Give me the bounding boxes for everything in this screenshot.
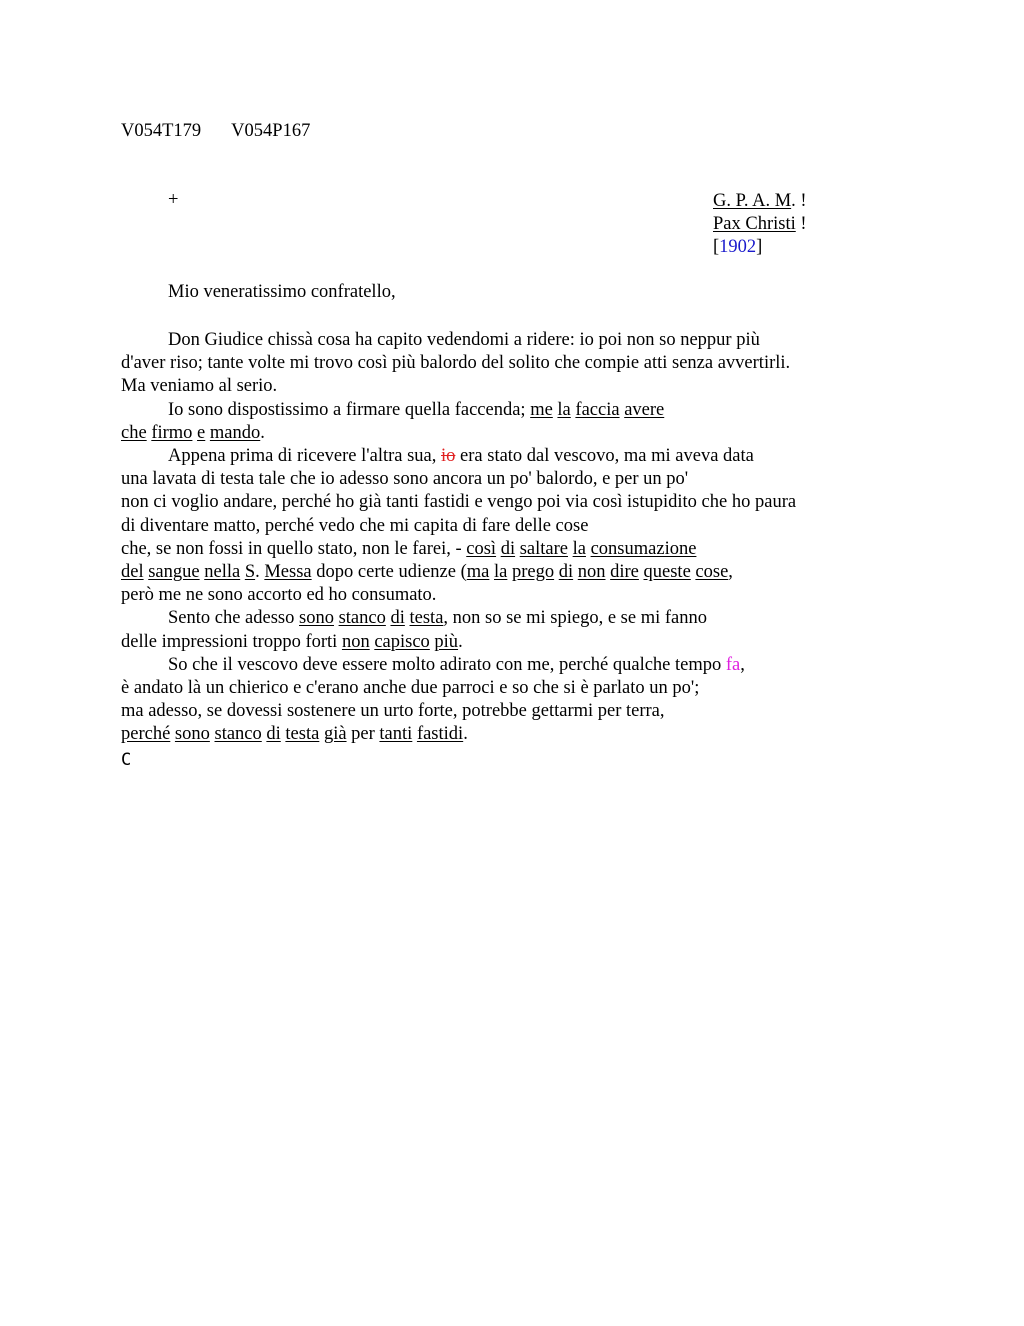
pax-christi: Pax Christi bbox=[713, 214, 796, 235]
body-line: Appena prima di ricevere l'altra sua, io era stato dal vescovo, ma mi aveva data bbox=[168, 446, 754, 467]
code-text: V054T179 bbox=[121, 121, 202, 141]
body-line: che firmo e mando. bbox=[121, 422, 265, 443]
code-page: V054P167 bbox=[231, 121, 311, 141]
body-line: delle impressioni troppo forti non capisco più. bbox=[121, 631, 463, 652]
gpam-text: G. P. A. M bbox=[713, 191, 792, 211]
end-mark: C bbox=[121, 750, 132, 770]
cross-symbol: + bbox=[168, 190, 179, 210]
body-line: Don Giudice chissà cosa ha capito vedendomi a ridere: io poi non so neppur più bbox=[168, 330, 760, 350]
body-line: perché sono stanco di testa già per tanti fastidi. bbox=[121, 724, 468, 745]
body-line: del sangue nella S. Messa dopo certe udienze (ma la prego di non dire queste cose, bbox=[121, 562, 733, 583]
body-line: d'aver riso; tante volte mi trovo così più balordo del solito che compie atti senza avvertirli. bbox=[121, 353, 791, 374]
body-line: è andato là un chierico e c'erano anche due parroci e so che si è parlato un po'; bbox=[121, 678, 700, 699]
body-line: che, se non fossi in quello stato, non le farei, - così di saltare la consumazione bbox=[121, 538, 697, 559]
letter-heading: G. P. A. M. ! Pax Christi ! [1902] bbox=[713, 191, 807, 258]
body-line: ma adesso, se dovessi sostenere un urto forte, potrebbe gettarmi per terra, bbox=[121, 701, 665, 722]
body-line: una lavata di testa tale che io adesso sono ancora un po' balordo, e per un po' bbox=[121, 469, 689, 490]
body-line: So che il vescovo deve essere molto adirato con me, perché qualche tempo fa, bbox=[168, 654, 745, 675]
body-line: di diventare matto, perché vedo che mi capita di fare delle cose bbox=[121, 515, 589, 536]
body-line: non ci voglio andare, perché ho già tanti fastidi e vengo poi via così istupidito che ho paura bbox=[121, 492, 797, 513]
salutation: Mio veneratissimo confratello, bbox=[168, 282, 396, 302]
deleted-word: io bbox=[441, 446, 456, 467]
body-line: Io sono dispostissimo a firmare quella faccenda; me la faccia avere bbox=[168, 399, 665, 420]
body-line: però me ne sono accorto ed ho consumato. bbox=[121, 585, 437, 606]
body-line: Ma veniamo al serio. bbox=[121, 376, 278, 397]
letter-body bbox=[121, 329, 901, 747]
letter-year: 1902 bbox=[719, 237, 757, 258]
inserted-word: fa bbox=[725, 654, 741, 675]
document-codes bbox=[121, 121, 340, 142]
body-line: Sento che adesso sono stanco di testa, non so se mi spiego, e se mi fanno bbox=[168, 608, 707, 629]
